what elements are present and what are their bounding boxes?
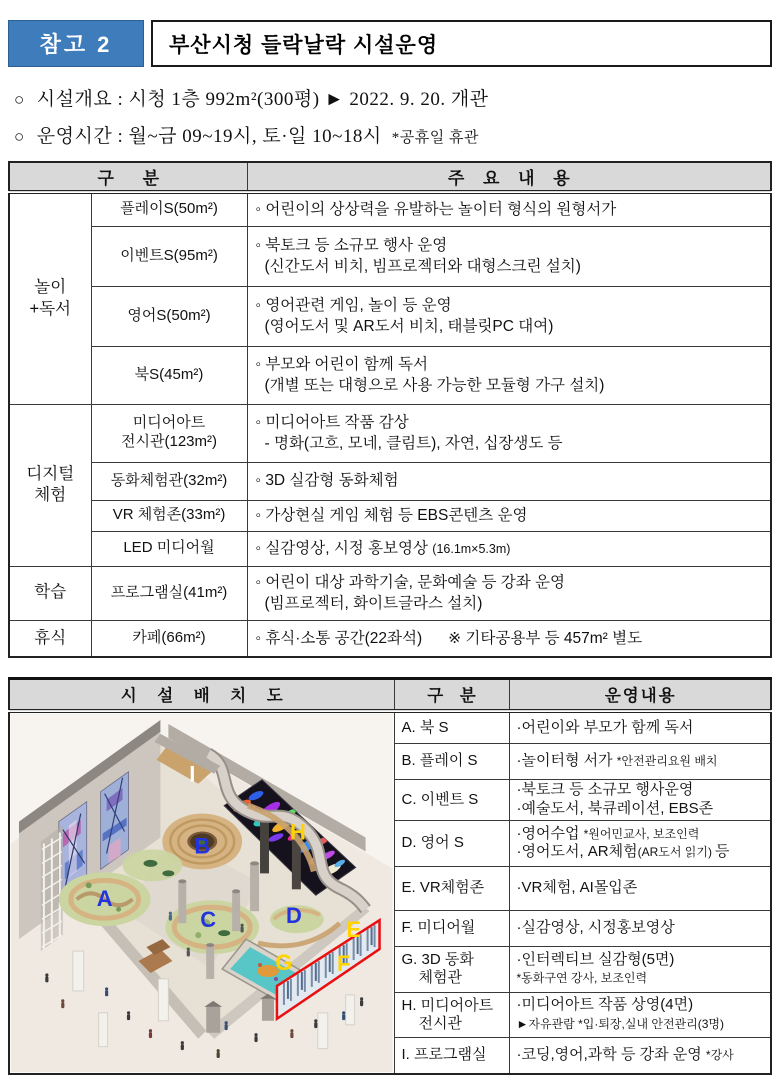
reading-tables xyxy=(123,849,183,881)
category-line: 놀이 xyxy=(34,278,67,297)
content-cell xyxy=(247,404,771,462)
desc-note: ►자유관람 *입·퇴장,실내 안전관리(3명) xyxy=(516,1016,725,1031)
content-line: - 명화(고흐, 모네, 클림트), 자연, 십장생도 등 xyxy=(264,435,563,452)
content-cell xyxy=(247,286,771,346)
desc-note: *강사 xyxy=(705,1048,734,1063)
content-line: ◦ 3D 실감형 동화체험 xyxy=(255,472,399,490)
desc-note: *안전관리요원 배치 xyxy=(616,754,718,769)
table-header-row xyxy=(9,162,771,192)
table-row xyxy=(9,711,771,744)
zone-cell xyxy=(394,992,509,1037)
holiday-note: *공휴일 휴관 xyxy=(391,130,479,146)
content-cell xyxy=(247,566,771,620)
table-row xyxy=(9,531,771,566)
zone-label: C. 이벤트 S xyxy=(401,790,479,808)
category-line: 디지털 xyxy=(26,464,75,483)
zone-cell xyxy=(394,947,509,992)
room-label: 북S(45m²) xyxy=(134,365,204,383)
content-cell xyxy=(247,346,771,404)
room-label: 동화체험관(32m²) xyxy=(110,471,228,489)
desc-line: ·코딩,영어,과학 등 강좌 운영 xyxy=(516,1046,702,1064)
desc-cell xyxy=(509,910,771,946)
desc-cell xyxy=(509,821,771,866)
zone-cell xyxy=(394,744,509,779)
desc-line: ·실감영상, 시정홍보영상 xyxy=(516,919,675,937)
desc-line: ·영어수업 xyxy=(516,824,580,842)
desc-line: ·북토크 등 소규모 행사운영 xyxy=(516,781,694,799)
room-cell xyxy=(91,192,247,226)
desc-tail: 등 xyxy=(714,843,730,861)
map-label-f: F xyxy=(336,950,351,976)
zone-label: F. 미디어월 xyxy=(401,919,476,937)
room-label: 플레이S(50m²) xyxy=(120,200,218,218)
room-label: 미디어아트 xyxy=(132,414,206,432)
content-cell xyxy=(247,500,771,531)
white-lattice-shelf xyxy=(41,825,63,951)
table-row xyxy=(9,404,771,462)
zone-cell xyxy=(394,711,509,744)
table-row xyxy=(9,500,771,531)
map-label-h: H xyxy=(289,819,306,845)
category-cell xyxy=(9,566,91,620)
room-cell xyxy=(91,462,247,500)
content-line: (개별 또는 대형으로 사용 가능한 모듈형 가구 설치) xyxy=(264,377,605,394)
desc-cell xyxy=(509,866,771,910)
room-label: VR 체험존(33m²) xyxy=(112,506,226,524)
zone-cell xyxy=(394,1038,509,1074)
room-cell xyxy=(91,404,247,462)
desc-cell xyxy=(509,711,771,744)
content-cell xyxy=(247,192,771,226)
desc-line: ·영어도서, AR체험 xyxy=(516,843,638,861)
header-map: 시 설 배 치 도 xyxy=(9,679,394,711)
category-line: 휴식 xyxy=(34,628,67,647)
reference-badge: 참고 2 xyxy=(8,20,144,67)
map-label-a: A xyxy=(96,885,113,911)
overview-section xyxy=(14,84,768,148)
category-cell xyxy=(9,192,91,404)
category-line: 체험 xyxy=(34,486,67,504)
desc-cell xyxy=(509,1038,771,1074)
category-line: +독서 xyxy=(29,299,71,318)
header-category: 구 분 xyxy=(9,162,247,192)
content-line: ◦ 어린이의 상상력을 유발하는 놀이터 형식의 원형서가 xyxy=(255,201,617,219)
overview-line-hours xyxy=(14,121,768,148)
overview-hours-text: 운영시간 : 월~금 09~19시, 토·일 10~18시 xyxy=(36,126,382,147)
content-line: ◦ 영어관련 게임, 놀이 등 운영 xyxy=(255,296,452,314)
content-line: (신간도서 비치, 빔프로젝터와 대형스크린 설치) xyxy=(264,258,581,275)
room-cell xyxy=(91,531,247,566)
room-label: LED 미디어월 xyxy=(123,539,215,557)
circle-bullet-icon: ○ xyxy=(14,127,25,146)
desc-cell xyxy=(509,992,771,1037)
category-cell xyxy=(9,404,91,566)
content-extra-note: ※ 기타공용부 등 457m² 별도 xyxy=(448,629,643,647)
facility-overview-table xyxy=(8,161,772,658)
table-row xyxy=(9,620,771,657)
map-label-d: D xyxy=(285,902,302,928)
facility-map-cell xyxy=(9,711,394,1075)
content-line: (영어도서 및 AR도서 비치, 태블릿PC 대여) xyxy=(264,318,554,335)
zone-label: D. 영어 S xyxy=(401,834,464,852)
zone-label: E. VR체험존 xyxy=(401,879,485,897)
content-cell xyxy=(247,462,771,500)
zone-cell xyxy=(394,821,509,866)
room-label: 이벤트S(95m²) xyxy=(120,246,218,264)
map-label-c: C xyxy=(200,906,217,932)
map-label-g: G xyxy=(275,949,293,975)
content-note: (16.1m×5.3m) xyxy=(432,541,511,556)
overview-facility-text: 시설개요 : 시청 1층 992m²(300평) ► 2022. 9. 20. 개관 xyxy=(36,89,489,110)
overview-line-facility xyxy=(14,84,768,111)
room-cell xyxy=(91,286,247,346)
header-desc: 운영내용 xyxy=(509,679,771,711)
room-cell xyxy=(91,620,247,657)
category-cell xyxy=(9,620,91,657)
content-line: ◦ 부모와 어린이 함께 독서 xyxy=(255,355,428,373)
zone-label: I. 프로그램실 xyxy=(401,1046,487,1064)
desc-line: ·놀이터형 서가 xyxy=(516,752,613,770)
zone-label: B. 플레이 S xyxy=(401,752,478,770)
page-title: 부산시청 들락날락 시설운영 xyxy=(151,20,772,67)
content-cell xyxy=(247,226,771,286)
desc-line: ·예술도서, 북큐레이션, EBS존 xyxy=(516,799,714,817)
content-line: ◦ 가상현실 게임 체험 등 EBS콘텐츠 운영 xyxy=(255,506,528,524)
content-line: ◦ 어린이 대상 과학기술, 문화예술 등 강좌 운영 xyxy=(255,573,565,591)
zone-cell xyxy=(394,866,509,910)
desc-note: *원어민교사, 보조인력 xyxy=(583,826,700,841)
room-cell xyxy=(91,226,247,286)
content-line: ◦ 북토크 등 소규모 행사 운영 xyxy=(255,236,448,254)
desc-line: ·인터렉티브 실감형(5면) xyxy=(516,950,675,968)
desc-line: ·미디어아트 작품 상영(4면) xyxy=(516,996,694,1014)
desc-line: ·VR체험, AI몰입존 xyxy=(516,878,638,896)
zone-label: H. 미디어아트 xyxy=(401,996,494,1014)
zone-label: 전시관 xyxy=(418,1014,462,1032)
page-header xyxy=(8,20,772,67)
map-label-b: B xyxy=(194,832,211,858)
table-row xyxy=(9,192,771,226)
map-label-i: I xyxy=(189,761,196,787)
content-line: ◦ 실감영상, 시정 홍보영상 xyxy=(255,539,428,557)
content-cell xyxy=(247,531,771,566)
table-row xyxy=(9,286,771,346)
room-cell xyxy=(91,346,247,404)
category-line: 학습 xyxy=(34,583,67,602)
layout-map-table xyxy=(8,677,772,1075)
map-label-e: E xyxy=(346,916,361,942)
desc-cell xyxy=(509,947,771,992)
zone-cell xyxy=(394,910,509,946)
content-line: (빔프로젝터, 화이트글라스 설치) xyxy=(264,595,483,612)
header-zone: 구 분 xyxy=(394,679,509,711)
room-cell xyxy=(91,566,247,620)
circle-bullet-icon: ○ xyxy=(14,90,25,109)
table-row xyxy=(9,226,771,286)
content-cell xyxy=(247,620,771,657)
table-row xyxy=(9,346,771,404)
table-row xyxy=(9,462,771,500)
room-label: 프로그램실(41m²) xyxy=(110,583,228,601)
facility-map-illustration xyxy=(11,714,393,1073)
desc-cell xyxy=(509,744,771,779)
room-label: 전시관(123m²) xyxy=(121,433,217,450)
content-line: ◦ 휴식·소통 공간(22좌석) xyxy=(255,629,423,647)
table-row xyxy=(9,566,771,620)
desc-cell xyxy=(509,779,771,820)
desc-line: ·어린이와 부모가 함께 독서 xyxy=(516,718,694,736)
content-line: ◦ 미디어아트 작품 감상 xyxy=(255,413,409,431)
zone-cell xyxy=(394,779,509,820)
header-content: 주 요 내 용 xyxy=(247,162,771,192)
desc-note: *동화구연 강사, 보조인력 xyxy=(516,971,648,986)
desc-note: (AR도서 읽기) xyxy=(637,845,712,860)
table-header-row xyxy=(9,679,771,711)
room-label: 카페(66m²) xyxy=(132,628,206,646)
zone-label: 체험관 xyxy=(418,969,462,987)
zone-label: G. 3D 동화 xyxy=(401,951,474,969)
zone-label: A. 북 S xyxy=(401,718,449,736)
room-cell xyxy=(91,500,247,531)
room-label: 영어S(50m²) xyxy=(127,306,211,324)
